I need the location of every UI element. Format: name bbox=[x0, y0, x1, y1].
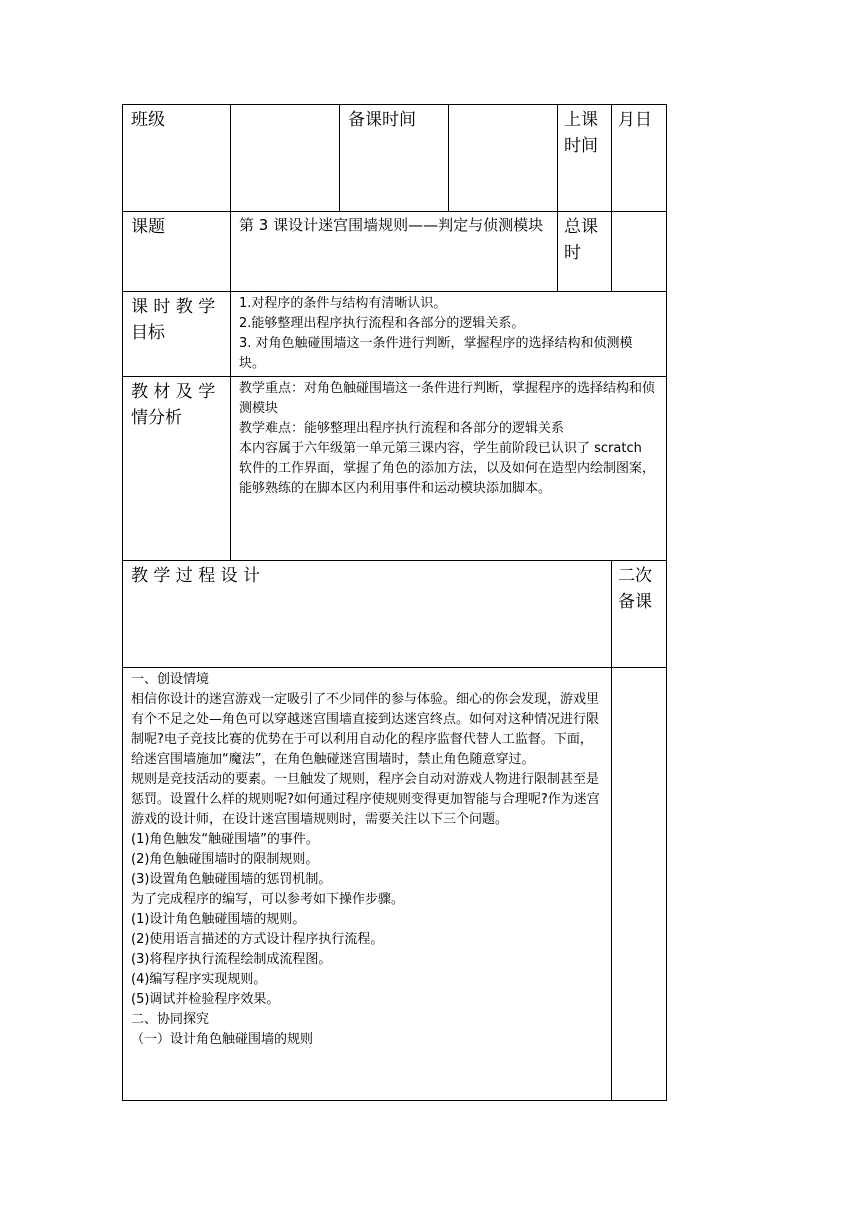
total-hours-label: 总课时 bbox=[558, 212, 612, 292]
analysis-background: 本内容属于六年级第一单元第三课内容，学生前阶段已认识了 scratch 软件的工作界面，掌握了角色的添加方法，以及如何在造型内绘制图案，能够熟练的在脚本区内利用事件和运动模块添加脚本。 bbox=[239, 441, 656, 496]
analysis-key-point: 教学重点：对角色触碰围墙这一条件进行判断，掌握程序的选择结构和侦测模块 bbox=[239, 381, 656, 416]
list-item: (3)将程序执行流程绘制成流程图。 bbox=[131, 952, 332, 967]
lesson-plan-table bbox=[122, 104, 667, 1101]
class-label: 班级 bbox=[123, 105, 231, 212]
analysis-content bbox=[231, 377, 667, 561]
prep-time-label: 备课时间 bbox=[340, 105, 449, 212]
objectives-row bbox=[123, 292, 667, 377]
process-row bbox=[123, 561, 667, 668]
prep-time-value bbox=[449, 105, 558, 212]
content-paragraph: 为了完成程序的编写，可以参考如下操作步骤。 bbox=[131, 892, 405, 907]
section-heading: 二、协同探究 bbox=[131, 1012, 210, 1027]
topic-label: 课题 bbox=[123, 212, 231, 292]
list-item: (1)设计角色触碰围墙的规则。 bbox=[131, 912, 306, 927]
content-paragraph: 规则是竞技活动的要素。一旦触发了规则，程序会自动对游戏人物进行限制甚至是惩罚。设置什么样的规则呢?如何通过程序使规则变得更加智能与合理呢?作为迷宫游戏的设计师，在设计迷宫围墙规则时，需要关注以下三个问题。 bbox=[131, 772, 600, 827]
list-item: (2)角色触碰围墙时的限制规则。 bbox=[131, 852, 319, 867]
objective-item: 1.对程序的条件与结构有清晰认识。 bbox=[239, 296, 447, 311]
list-item: (3)设置角色触碰围墙的惩罚机制。 bbox=[131, 872, 332, 887]
subsection-heading: （一）设计角色触碰围墙的规则 bbox=[131, 1032, 314, 1047]
objectives-label: 课 时 教 学 目标 bbox=[123, 292, 231, 377]
objective-item: 3. 对角色触碰围墙这一条件进行判断，掌握程序的选择结构和侦测模块。 bbox=[239, 336, 633, 371]
list-item: (5)调试并检验程序效果。 bbox=[131, 992, 280, 1007]
list-item: (1)角色触发“触碰围墙”的事件。 bbox=[131, 832, 319, 847]
list-item: (4)编写程序实现规则。 bbox=[131, 972, 267, 987]
topic-row bbox=[123, 212, 667, 292]
topic-value: 第 3 课设计迷宫围墙规则——判定与侦测模块 bbox=[231, 212, 558, 292]
analysis-difficulty: 教学难点：能够整理出程序执行流程和各部分的逻辑关系 bbox=[239, 421, 565, 436]
total-hours-value bbox=[612, 212, 667, 292]
objectives-list bbox=[231, 292, 667, 377]
lesson-time-label: 上课时间 bbox=[558, 105, 612, 212]
process-content bbox=[123, 668, 612, 1101]
list-item: (2)使用语言描述的方式设计程序执行流程。 bbox=[131, 932, 384, 947]
analysis-label: 教 材 及 学 情分析 bbox=[123, 377, 231, 561]
lesson-date: 月日 bbox=[612, 105, 667, 212]
second-prep-label: 二次备课 bbox=[612, 561, 667, 668]
class-value bbox=[231, 105, 340, 212]
content-paragraph: 相信你设计的迷宫游戏一定吸引了不少同伴的参与体验。细心的你会发现，游戏里有个不足之处—角色可以穿越迷宫围墙直接到达迷宫终点。如何对这种情况进行限制呢?电子竞技比赛的优势在于可以利用自动化的程序监督代替人工监督。下面，给迷宫围墙施加“魔法”，在角色触碰迷宫围墙时，禁止角色随意穿过。 bbox=[131, 692, 600, 767]
process-label: 教 学 过 程 设 计 bbox=[123, 561, 612, 668]
content-row bbox=[123, 668, 667, 1101]
analysis-row bbox=[123, 377, 667, 561]
section-heading: 一、创设情境 bbox=[131, 672, 210, 687]
objective-item: 2.能够整理出程序执行流程和各部分的逻辑关系。 bbox=[239, 316, 525, 331]
second-prep-notes bbox=[612, 668, 667, 1101]
header-row bbox=[123, 105, 667, 212]
